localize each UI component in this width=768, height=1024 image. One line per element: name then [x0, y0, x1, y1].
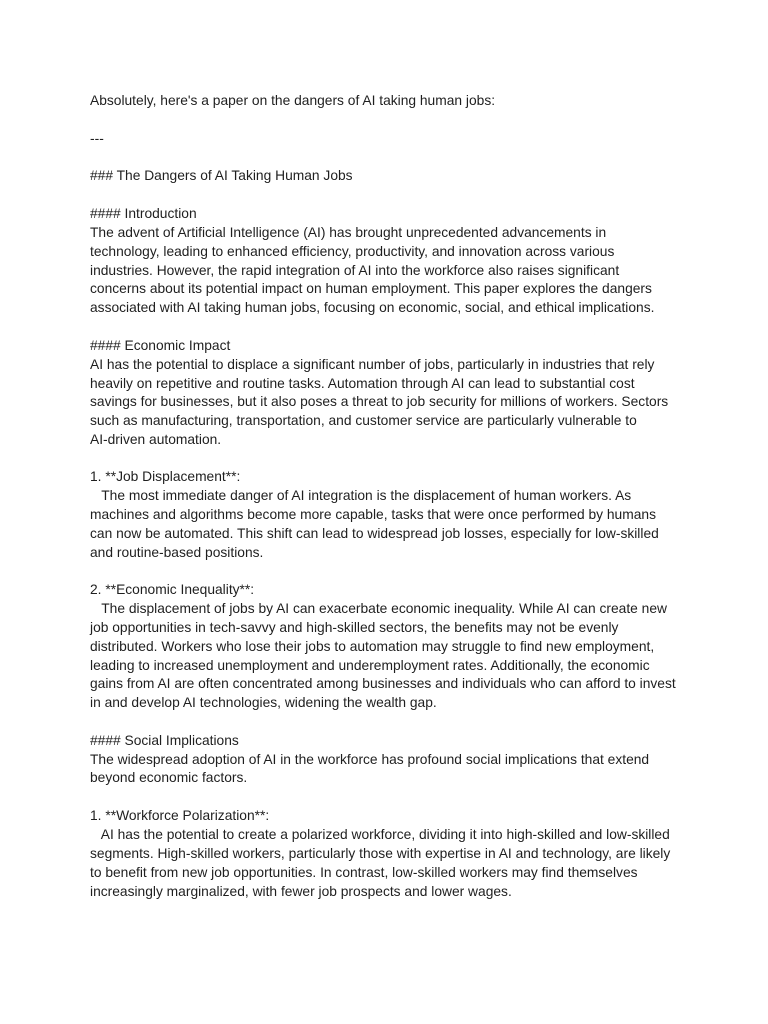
paragraph-line: can now be automated. This shift can lead to widespread job losses, especially for low-skilled — [90, 526, 659, 541]
paragraph-line: heavily on repetitive and routine tasks. Automation through AI can lead to substantial cost — [90, 376, 635, 391]
paragraph-line: increasingly marginalized, with fewer job prospects and lower wages. — [90, 884, 512, 899]
paragraph-line: machines and algorithms become more capable, tasks that were once performed by humans — [90, 507, 656, 522]
list-item-heading-economic-inequality: 2. **Economic Inequality**: — [90, 582, 255, 597]
paragraph-line: to benefit from new job opportunities. In contrast, low-skilled workers may find themselves — [90, 865, 638, 880]
paragraph-line: The displacement of jobs by AI can exacerbate economic inequality. While AI can create new — [90, 601, 667, 616]
paragraph-line: leading to increased unemployment and underemployment rates. Additionally, the economic — [90, 658, 650, 673]
paragraph-line: segments. High-skilled workers, particularly those with expertise in AI and technology, are likely — [90, 846, 671, 861]
list-item-heading-workforce-polarization: 1. **Workforce Polarization**: — [90, 808, 270, 823]
paragraph-line: such as manufacturing, transportation, and customer service are particularly vulnerable to — [90, 413, 637, 428]
section-heading-introduction: #### Introduction — [90, 206, 197, 221]
paragraph-line: The widespread adoption of AI in the workforce has profound social implications that extend — [90, 752, 650, 767]
paragraph-line: associated with AI taking human jobs, focusing on economic, social, and ethical implications. — [90, 300, 655, 315]
paragraph-line: AI-driven automation. — [90, 432, 222, 447]
section-heading-economic: #### Economic Impact — [90, 338, 231, 353]
paragraph-line: AI has the potential to create a polarized workforce, dividing it into high-skilled and low-skilled — [90, 827, 670, 842]
paragraph-line: AI has the potential to displace a significant number of jobs, particularly in industries that rely — [90, 357, 655, 372]
paragraph-line: in and develop AI technologies, widening the wealth gap. — [90, 695, 437, 710]
paper-title: ### The Dangers of AI Taking Human Jobs — [90, 168, 353, 183]
intro-line: Absolutely, here's a paper on the dangers of AI taking human jobs: — [90, 93, 496, 108]
paragraph-line: beyond economic factors. — [90, 770, 248, 785]
paragraph-line: industries. However, the rapid integration of AI into the workforce also raises significant — [90, 263, 620, 278]
paragraph-line: The advent of Artificial Intelligence (AI) has brought unprecedented advancements in — [90, 225, 607, 240]
list-item-heading-job-displacement: 1. **Job Displacement**: — [90, 469, 241, 484]
paragraph-line: savings for businesses, but it also poses a threat to job security for millions of workers. Sectors — [90, 394, 669, 409]
paragraph-line: The most immediate danger of AI integration is the displacement of human workers. As — [90, 488, 632, 503]
section-heading-social: #### Social Implications — [90, 733, 239, 748]
paragraph-line: distributed. Workers who lose their jobs to automation may struggle to find new employment, — [90, 639, 655, 654]
paragraph-line: job opportunities in tech-savvy and high-skilled sectors, the benefits may not be evenly — [90, 620, 619, 635]
paragraph-line: and routine-based positions. — [90, 545, 264, 560]
paragraph-line: gains from AI are often concentrated among businesses and individuals who can afford to invest — [90, 676, 676, 691]
separator: --- — [90, 131, 104, 146]
paragraph-line: concerns about its potential impact on human employment. This paper explores the dangers — [90, 281, 652, 296]
paragraph-line: technology, leading to enhanced efficiency, productivity, and innovation across various — [90, 244, 615, 259]
